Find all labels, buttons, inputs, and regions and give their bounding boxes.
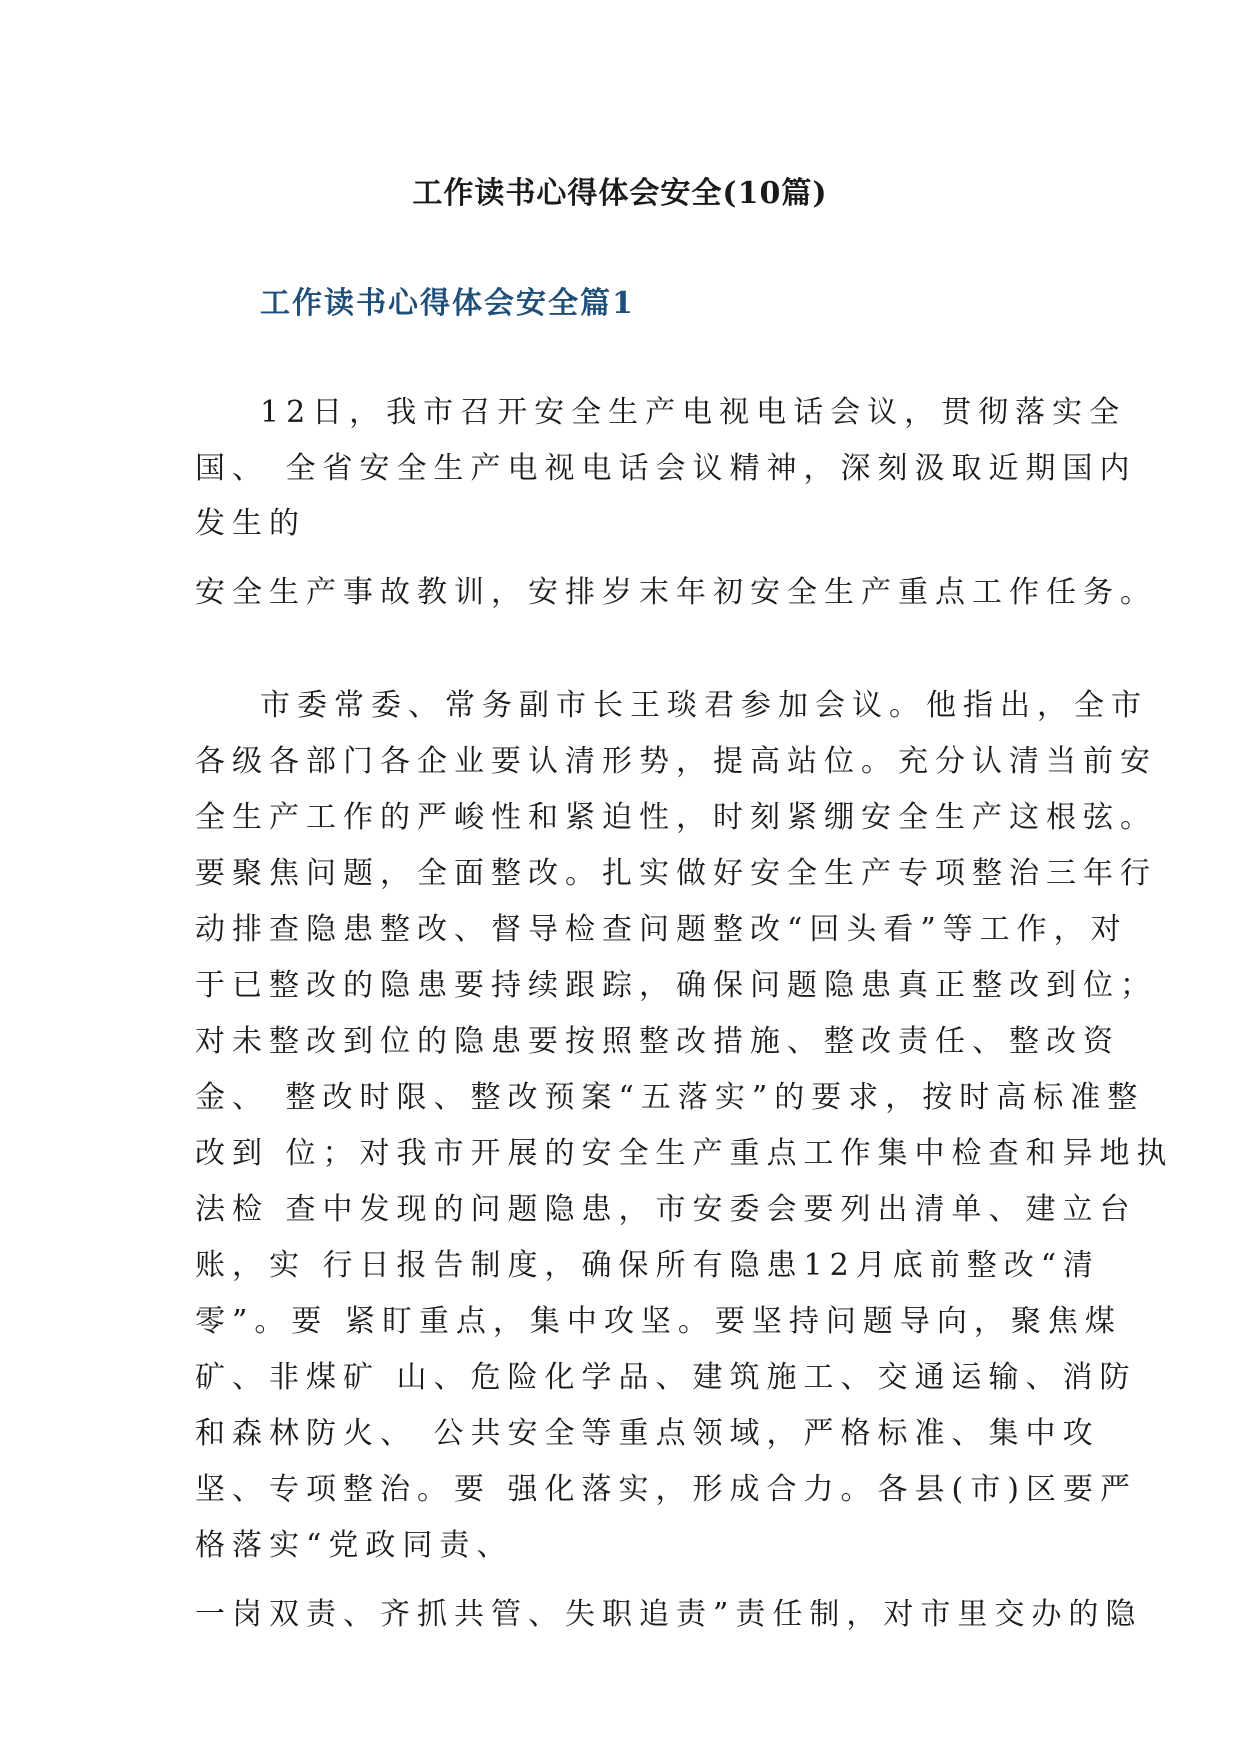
paragraph-line: 国、 全省安全生产电视电话会议精神，深刻汲取近期国内 — [195, 451, 1137, 486]
paragraph-line: 零”。要 紧盯重点，集中攻坚。要坚持问题导向，聚焦煤 — [195, 1304, 1122, 1339]
paragraph-line: 要聚焦问题，全面整改。扎实做好安全生产专项整治三年行 — [195, 856, 1157, 891]
paragraph-line: 金、 整改时限、整改预案“五落实”的要求，按时高标准整 — [195, 1080, 1145, 1115]
paragraph-line: 法检 查中发现的问题隐患，市安委会要列出清单、建立台 — [195, 1192, 1137, 1227]
paragraph-line: 发生的 — [195, 506, 306, 541]
paragraph-line: 各级各部门各企业要认清形势，提高站位。充分认清当前安 — [195, 744, 1157, 779]
paragraph-line: 动排查隐患整改、督导检查问题整改“回头看”等工作，对 — [195, 912, 1128, 947]
section-heading: 工作读书心得体会安全篇1 — [260, 286, 635, 321]
paragraph-line: 矿、非煤矿 山、危险化学品、建筑施工、交通运输、消防 — [195, 1360, 1137, 1395]
paragraph-line: 全生产工作的严峻性和紧迫性，时刻紧绷安全生产这根弦。 — [195, 800, 1157, 835]
paragraph-line: 账，实 行日报告制度，确保所有隐患12月底前整改“清 — [195, 1248, 1101, 1283]
paragraph-line: 坚、专项整治。要 强化落实，形成合力。各县(市)区要严 — [195, 1472, 1137, 1507]
paragraph-line: 安全生产事故教训，安排岁末年初安全生产重点工作任务。 — [195, 575, 1157, 610]
paragraph-line: 一岗双责、齐抓共管、失职追责”责任制，对市里交办的隐 — [195, 1597, 1143, 1632]
paragraph-line: 对未整改到位的隐患要按照整改措施、整改责任、整改资 — [195, 1024, 1120, 1059]
document-title: 工作读书心得体会安全(10篇) — [412, 176, 828, 211]
paragraph-line: 12日，我市召开安全生产电视电话会议，贯彻落实全 — [260, 395, 1127, 430]
paragraph-line: 和森林防火、 公共安全等重点领域，严格标准、集中攻 — [195, 1416, 1100, 1451]
paragraph-line: 改到 位；对我市开展的安全生产重点工作集中检查和异地执 — [195, 1136, 1174, 1171]
paragraph-line: 格落实“党政同责、 — [195, 1528, 514, 1563]
paragraph-line: 市委常委、常务副市长王琰君参加会议。他指出，全市 — [260, 688, 1148, 723]
paragraph-line: 于已整改的隐患要持续跟踪，确保问题隐患真正整改到位； — [195, 968, 1157, 1003]
